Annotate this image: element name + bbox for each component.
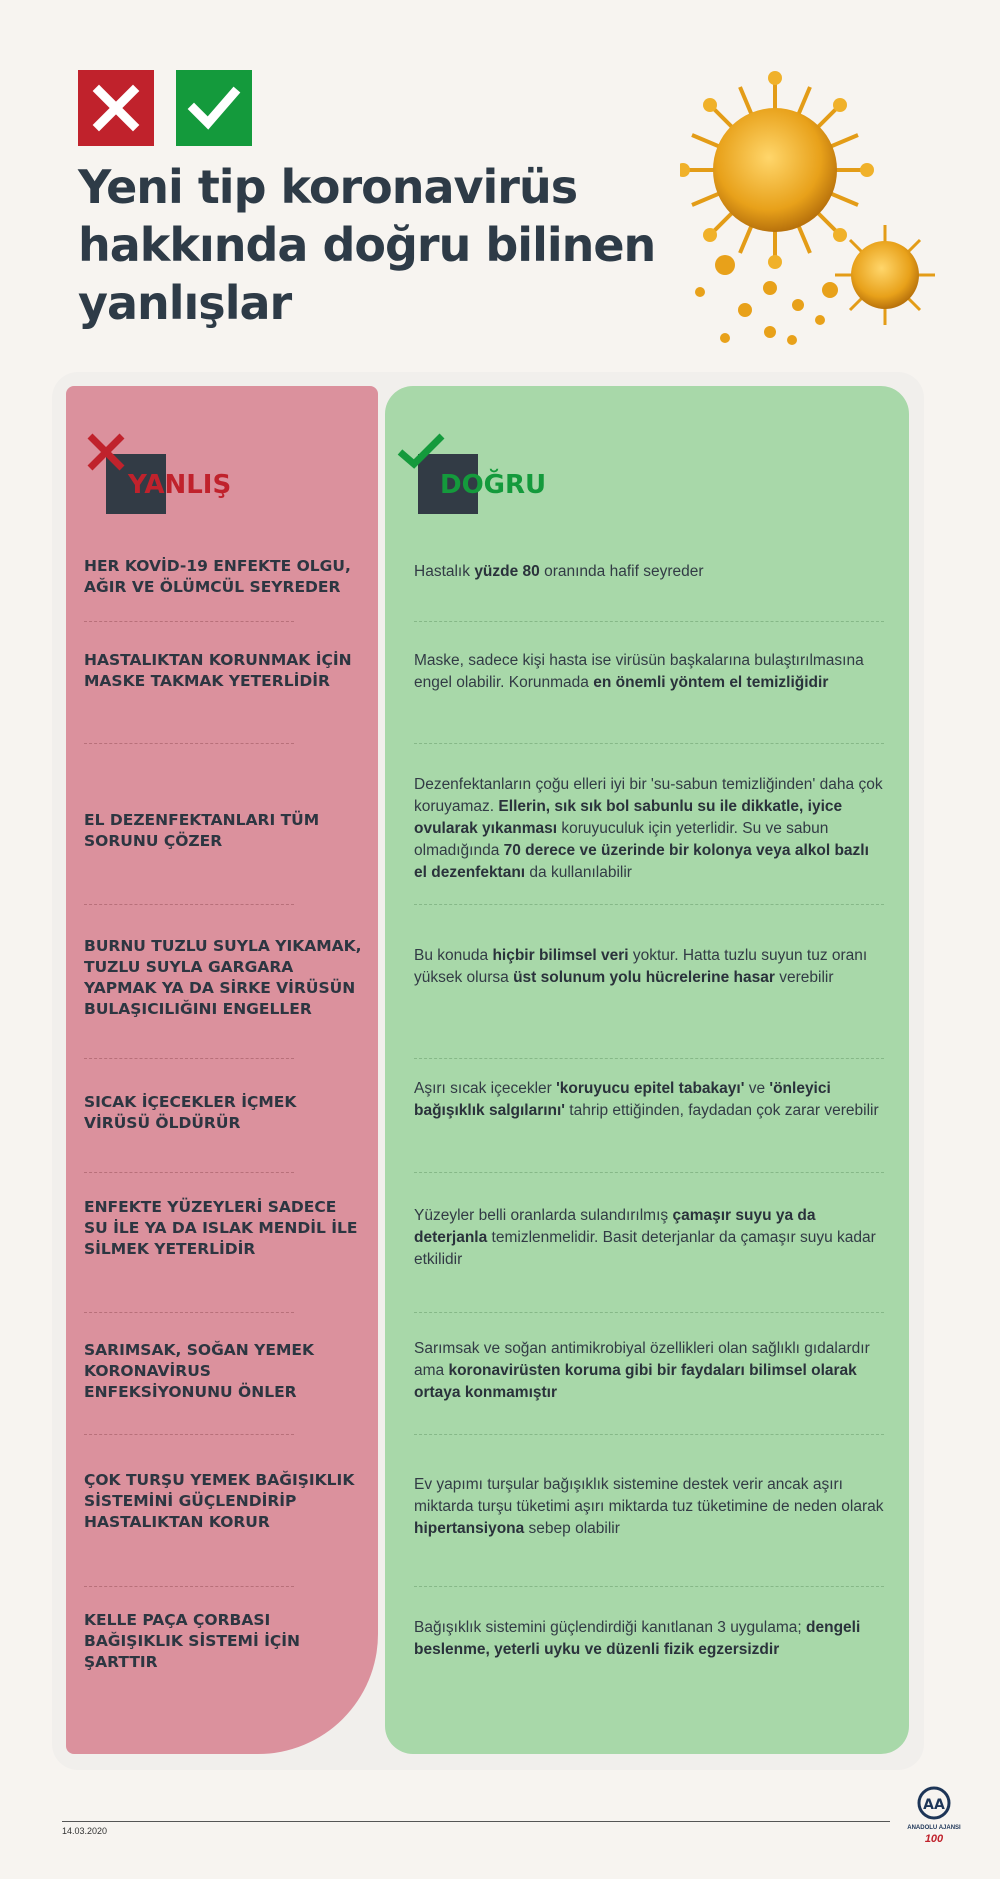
wrong-claim: ÇOK TURŞU YEMEK BAĞIŞIKLIK SİSTEMİNİ GÜÇLENDİRİP HASTALIKTAN KORUR (84, 1471, 355, 1531)
row-divider-wrong (84, 1312, 294, 1313)
right-fact: Ev yapımı turşular bağışıklık sistemine destek verir ancak aşırı miktarda turşu tüketimi aşırı miktarda tuz tüketimine de neden olarak hipertansiyona sebep olabilir (414, 1476, 884, 1537)
row-divider-right (414, 1312, 884, 1313)
row-divider-right (414, 1586, 884, 1587)
row-divider-right (414, 1058, 884, 1059)
right-fact: Aşırı sıcak içecekler 'koruyucu epitel tabakayı' ve 'önleyici bağışıklık salgılarını' tahrip ettiğinden, faydadan çok zarar verebilir (414, 1080, 879, 1119)
wrong-claim: BURNU TUZLU SUYLA YIKAMAK, TUZLU SUYLA GARGARA YAPMAK YA DA SİRKE VİRÜSÜN BULAŞICILIĞINI ENGELLER (84, 937, 362, 1018)
wrong-claim: HASTALIKTAN KORUNMAK İÇİN MASKE TAKMAK YETERLİDİR (84, 651, 352, 690)
right-fact: Bağışıklık sistemini güçlendirdiği kanıtlanan 3 uygulama; dengeli beslenme, yeterli uyku ve düzenli fizik egzersizdir (414, 1619, 861, 1658)
right-column (385, 386, 909, 1754)
right-fact: Yüzeyler belli oranlarda sulandırılmış çamaşır suyu ya da deterjanla temizlenmelidir. Basit deterjanlar da çamaşır suyu kadar etkilidir (414, 1207, 876, 1268)
right-fact: Hastalık yüzde 80 oranında hafif seyreder (414, 563, 704, 580)
wrong-header-label: YANLIŞ (128, 470, 232, 500)
row-divider-right (414, 743, 884, 744)
date-label: 14.03.2020 (62, 1826, 108, 1836)
wrong-claim: SICAK İÇECEKLER İÇMEK VİRÜSÜ ÖLDÜRÜR (84, 1093, 297, 1132)
right-header-label: DOĞRU (440, 470, 547, 500)
page-title: Yeni tip koronavirüs hakkında doğru bilinen yanlışlar (78, 160, 656, 330)
wrong-claim: ENFEKTE YÜZEYLERİ SADECE SU İLE YA DA ISLAK MENDİL İLE SİLMEK YETERLİDİR (84, 1198, 358, 1258)
wrong-claim: EL DEZENFEKTANLARI TÜM SORUNU ÇÖZER (84, 811, 320, 850)
right-fact: Bu konuda hiçbir bilimsel veri yoktur. Hatta tuzlu suyun tuz oranı yüksek olursa üst solunum yolu hücrelerine hasar verebilir (414, 947, 868, 986)
row-divider-wrong (84, 743, 294, 744)
row-divider-right (414, 1434, 884, 1435)
logo-name: ANADOLU AJANSI (907, 1825, 961, 1831)
row-divider-wrong (84, 1058, 294, 1059)
anadolu-logo (904, 1786, 964, 1846)
svg-text:AA: AA (923, 1797, 945, 1813)
row-divider-wrong (84, 1586, 294, 1587)
coronavirus-illustration (680, 70, 940, 350)
anniversary-mark: 100 (924, 1833, 944, 1845)
row-divider-wrong (84, 1434, 294, 1435)
row-divider-right (414, 1172, 884, 1173)
wrong-header-x-icon (86, 432, 126, 477)
right-check-icon (176, 70, 252, 146)
right-fact: Sarımsak ve soğan antimikrobiyal özellikleri olan sağlıklı gıdalardır ama koronavirüsten koruma gibi bir faydaları bilimsel olarak ortaya konmamıştır (414, 1340, 870, 1401)
wrong-x-icon (78, 70, 154, 146)
wrong-claim: HER KOVİD-19 ENFEKTE OLGU, AĞIR VE ÖLÜMCÜL SEYREDER (84, 557, 351, 596)
right-fact: Maske, sadece kişi hasta ise virüsün başkalarına bulaştırılmasına engel olabilir. Korunmada en önemli yöntem el temizliğidir (414, 652, 864, 691)
footer-divider (62, 1821, 890, 1822)
wrong-claim: KELLE PAÇA ÇORBASI BAĞIŞIKLIK SİSTEMİ İÇİN ŞARTTIR (84, 1611, 301, 1671)
wrong-claim: SARIMSAK, SOĞAN YEMEK KORONAVİRUS ENFEKSİYONUNU ÖNLER (84, 1341, 315, 1401)
row-divider-right (414, 621, 884, 622)
row-divider-wrong (84, 1172, 294, 1173)
row-divider-wrong (84, 621, 294, 622)
row-divider-right (414, 904, 884, 905)
row-divider-wrong (84, 904, 294, 905)
right-fact: Dezenfektanların çoğu elleri iyi bir 'su-sabun temizliğinden' daha çok koruyamaz. Ellerin, sık sık bol sabunlu su ile dikkatle, iyice ovularak yıkanması koruyuculuk için yeterlidir. Su ve sabun olmadığında 70 derece ve üzerinde bir kolonya veya alkol bazlı el dezenfektanı da kullanılabilir (414, 776, 883, 881)
